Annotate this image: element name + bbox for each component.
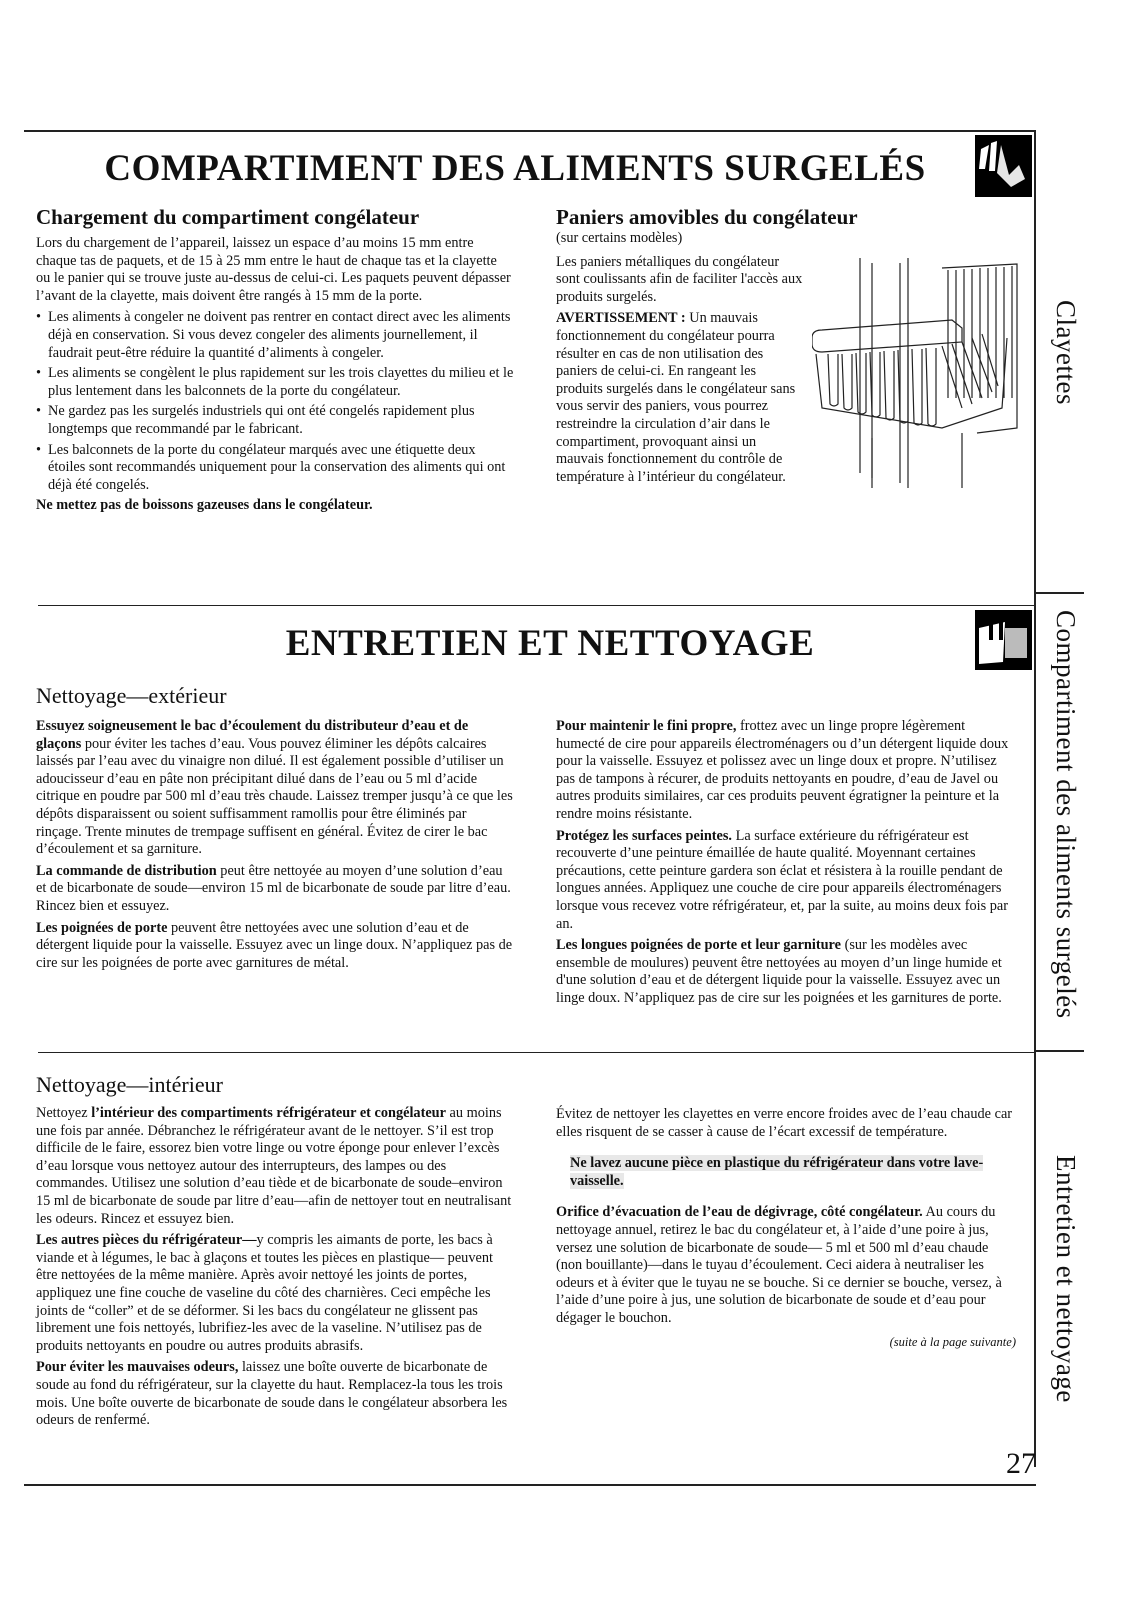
exterior-right-column xyxy=(556,718,1016,1012)
sidebar-tab-cleaning: Entretien et nettoyage xyxy=(1051,1155,1081,1403)
defrost-drain-paragraph: Orifice d’évacuation de l’eau de dégivrage, côté congélateur. Au cours du nettoyage annuel, retirez le bac du congélateur et, à l’aide d’une poire à jus, versez une solution de bicarbonate de soude— 5 ml et 500 ml d’eau chaude (non bouillante)—dans le tuyau d’écoulement. Ceci aidera à neutraliser les odeurs et à éviter que le tuyau ne se bouche. Si ce dernier se bouche, versez, à l’aide d’une poire à jus, une solution de bicarbonate de soude et d’eau pour dégager le bouchon. xyxy=(556,1204,1002,1326)
sidebar-divider xyxy=(1034,130,1036,1467)
loading-bullet: • Les aliments se congèlent le plus rapidement sur les trois clayettes du milieu et le plus lentement dans les balconnets de la porte du congélateur. xyxy=(36,365,514,400)
loading-heading: Chargement du compartiment congélateur xyxy=(36,205,420,229)
page-number: 27 xyxy=(1006,1447,1036,1480)
interior-left-column xyxy=(36,1072,514,1434)
exterior-left-column xyxy=(36,683,514,976)
baskets-heading: Paniers amovibles du congélateur xyxy=(556,205,858,229)
section-title-freezer: COMPARTIMENT DES ALIMENTS SURGELÉS xyxy=(104,148,926,189)
loading-bullet: • Les balconnets de la porte du congélateur marqués avec une étiquette deux étoiles sont recommandés uniquement pour la conservation des aliments qui ont déjà été congelés. xyxy=(36,442,514,495)
exterior-paragraph: Les longues poignées de porte et leur garniture (sur les modèles avec ensemble de moulures) peuvent être nettoyées au moyen d’un linge humide et d'une solution d’eau et de détergent liquide pour la vaisselle. Essuyez avec un linge doux. N’appliquez pas de cire sur les poignées et les garnitures de porte. xyxy=(556,937,1002,1006)
middle-rule xyxy=(38,605,1034,606)
freezer-tab-icon xyxy=(975,135,1032,197)
freezer-basket-illustration xyxy=(812,258,1022,498)
bottom-rule xyxy=(24,1484,1036,1486)
exterior-paragraph: Les poignées de porte peuvent être nettoyées avec une solution d’eau et de détergent liquide pour la vaisselle. Essuyez avec un linge doux. N’appliquez pas de cire sur les poignées de porte avec garnitures de métal. xyxy=(36,919,513,971)
interior-paragraph: Les autres pièces du réfrigérateur—y compris les aimants de porte, les bacs à viande et à légumes, le bac à glaçons et toutes les pièces en plastique— peuvent être nettoyées de la même manière. Après avoir nettoyé les joints de portes, appliquez une fine couche de vaseline du côté des charnières. Ceci empêche les joints de “coller” et de se déformer. Si les bacs du congélateur ne glissent pas librement une fois nettoyés, lubrifiez-les avec de la vaseline. N’utilisez pas de produits nettoyants en poudre ou autres produits abrasifs. xyxy=(36,1232,493,1354)
baskets-text: Les paniers métalliques du congélateur sont coulissants afin de faciliter l'accès aux produits surgelés. xyxy=(556,253,803,305)
section-title-cleaning: ENTRETIEN ET NETTOYAGE xyxy=(285,623,815,664)
loading-intro: Lors du chargement de l’appareil, laissez un espace d’au moins 15 mm entre chaque tas de paquets, et de 15 à 25 mm entre le haut de chaque tas et la clayette ou le panier qui se trouve juste au-dessus de celui-ci. Les paquets peuvent dépasser l’avant de la clayette, mais doivent être rangés à 15 mm de la porte. xyxy=(36,235,511,304)
dishwasher-warning: Ne lavez aucune pièce en plastique du réfrigérateur dans votre lave-vaisselle. xyxy=(570,1155,984,1189)
interior-paragraph: Nettoyez l’intérieur des compartiments réfrigérateur et congélateur au moins une fois par année. Débranchez le réfrigérateur avant de le nettoyer. S’il est trop difficile de le faire, essorez bien votre linge ou votre éponge pour enlever l’excès d’eau lorsque vous nettoyez autour des interrupteurs, des lampes ou des commandes. Utilisez une solution d’eau tiède et de bicarbonate de soude–environ 15 ml de bicarbonate de soude par litre d’eau—afin de nettoyer tout en neutralisant les odeurs. Rincez et essuyez bien. xyxy=(36,1105,512,1227)
interior-rule xyxy=(38,1052,1034,1053)
glass-shelves-note: Évitez de nettoyer les clayettes en verre encore froides avec de l’eau chaude car elles risquent de se casser à cause de l’écart excessif de température. xyxy=(556,1106,1013,1140)
loading-bullet: • Ne gardez pas les surgelés industriels qui ont été congelés rapidement plus longtemps que recommandé par le fabricant. xyxy=(36,403,514,438)
tab-divider-2 xyxy=(1034,1050,1084,1052)
carbonated-warning: Ne mettez pas de boissons gazeuses dans le congélateur. xyxy=(36,497,373,514)
interior-paragraph: Pour éviter les mauvaises odeurs, laissez une boîte ouverte de bicarbonate de soude au fond du réfrigérateur, sur la clayette du haut. Remplacez-la tous les trois mois. Une boîte ouverte de bicarbonate de soude dans le congélateur absorbera les odeurs de renfermé. xyxy=(36,1359,508,1429)
loading-bullet: • Les aliments à congeler ne doivent pas rentrer en contact direct avec les aliments déjà en conservation. Si vous devez congeler des aliments journellement, il faudrait peut-être réduire la quantité d’aliments à congeler. xyxy=(36,309,514,362)
interior-heading: Nettoyage—intérieur xyxy=(36,1072,223,1097)
sidebar-tab-freezer: Compartiment des aliments surgelés xyxy=(1051,610,1081,1019)
continued-note: (suite à la page suivante) xyxy=(889,1334,1016,1349)
exterior-paragraph: Protégez les surfaces peintes. La surface extérieure du réfrigérateur est recouverte d’une peinture émaillée de haute qualité. Moyennant certaines précautions, cette peinture gardera son éclat et résistera à la rouille pendant de longues années. Appliquez une couche de cire pour appareils électroménagers lorsque vous recevez votre réfrigérateur, et, par la suite, au moins deux fois par an. xyxy=(556,827,1008,932)
baskets-warning: AVERTISSEMENT : Un mauvais fonctionnement du congélateur pourra résulter en cas de non utilisation des paniers de celui-ci. En rangeant les produits surgelés dans le congélateur sans vous servir des paniers, vous pourrez restreindre la circulation d’air dans le compartiment, provoquant ainsi un mauvais fonctionnement du contrôle de température à l’intérieur du congélateur. xyxy=(556,310,796,485)
exterior-paragraph: Pour maintenir le fini propre, frottez avec un linge propre légèrement humecté de cire pour appareils électroménagers ou d’un détergent liquide doux pour la vaisselle. Essuyez et polissez avec un linge doux et propre. N’utilisez pas de tampons à récurer, de produits nettoyants en poudre, d’eau de Javel ou autres produits similaires, car ces produits peuvent égratigner la peinture et la rendre moins résistante. xyxy=(556,718,1009,822)
cleaning-tab-icon xyxy=(975,610,1032,670)
tab-divider-1 xyxy=(1034,592,1084,594)
exterior-heading: Nettoyage—extérieur xyxy=(36,683,227,708)
loading-column xyxy=(36,204,514,519)
sidebar-tab-clayettes: Clayettes xyxy=(1051,300,1081,405)
baskets-subheading: (sur certains modèles) xyxy=(556,230,683,246)
interior-right-column xyxy=(556,1106,1016,1355)
exterior-paragraph: La commande de distribution peut être nettoyée au moyen d’une solution d’eau et de bicarbonate de soude—environ 15 ml de bicarbonate de soude par litre d’eau. Rincez bien et essuyez. xyxy=(36,862,511,914)
exterior-paragraph: Essuyez soigneusement le bac d’écoulement du distributeur d’eau et de glaçons pour éviter les taches d’eau. Vous pouvez éliminer les dépôts calcaires laissés par l’eau avec du vinaigre non dilué. Il est également possible d’utiliser un adoucisseur d’eau en pâte non précipitant dilué dans de l’eau ou 5 ml d’acide citrique en poudre par 500 ml d’eau très chaude. Laissez tremper jusqu’à ce que les dépôts disparaissent ou soient suffisamment ramollis pour être éliminés par rinçage. Trente minutes de trempage suffisent en général. Évitez de cirer le bac d’écoulement et sa garniture. xyxy=(36,718,513,858)
top-rule xyxy=(24,130,1034,132)
